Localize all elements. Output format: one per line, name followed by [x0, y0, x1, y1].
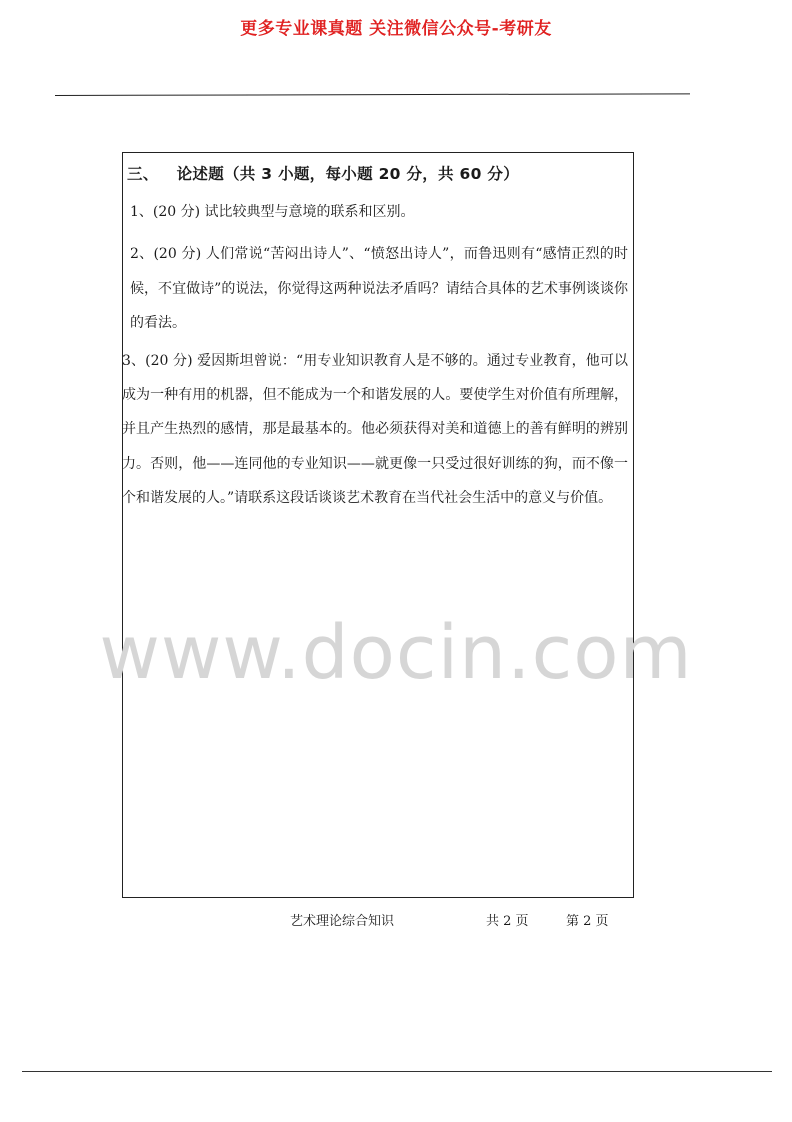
promo-banner: 更多专业课真题 关注微信公众号-考研友 — [240, 19, 552, 39]
section-title: 论述题（共 3 小题，每小题 20 分，共 60 分） — [176, 165, 520, 183]
question-2: 2、(20 分) 人们常说“苦闷出诗人”、“愤怒出诗人”，而鲁迅则有“感情正烈的时候，不宜做诗”的说法，你觉得这两种说法矛盾吗？请结合具体的艺术事例谈谈你的看法。 — [130, 246, 628, 331]
footer-total-pages: 共 2 页 — [486, 914, 529, 929]
bottom-rule — [22, 1071, 772, 1072]
question-1: 1、(20 分) 试比较典型与意境的联系和区别。 — [130, 204, 415, 220]
header-rule — [55, 93, 690, 96]
question-3: 3、(20 分) 爱因斯坦曾说：“用专业知识教育人是不够的。通过专业教育，他可以成为一种有用的机器，但不能成为一个和谐发展的人。要使学生对价值有所理解，并且产生热烈的感情，那是最基本的。他必须获得对美和道德上的善有鲜明的辨别力。否则，他——连同他的专业知识——就更像一只受过很好训练的狗，而不像一个和谐发展的人。”请联系这段话谈谈艺术教育在当代社会生活中的意义与价值。 — [122, 353, 628, 506]
section-heading — [127, 162, 519, 184]
site-watermark: www.docin.com — [99, 610, 693, 696]
footer-current-page: 第 2 页 — [566, 914, 609, 929]
footer-subject: 艺术理论综合知识 — [290, 914, 395, 929]
section-number: 三、 — [127, 165, 159, 183]
